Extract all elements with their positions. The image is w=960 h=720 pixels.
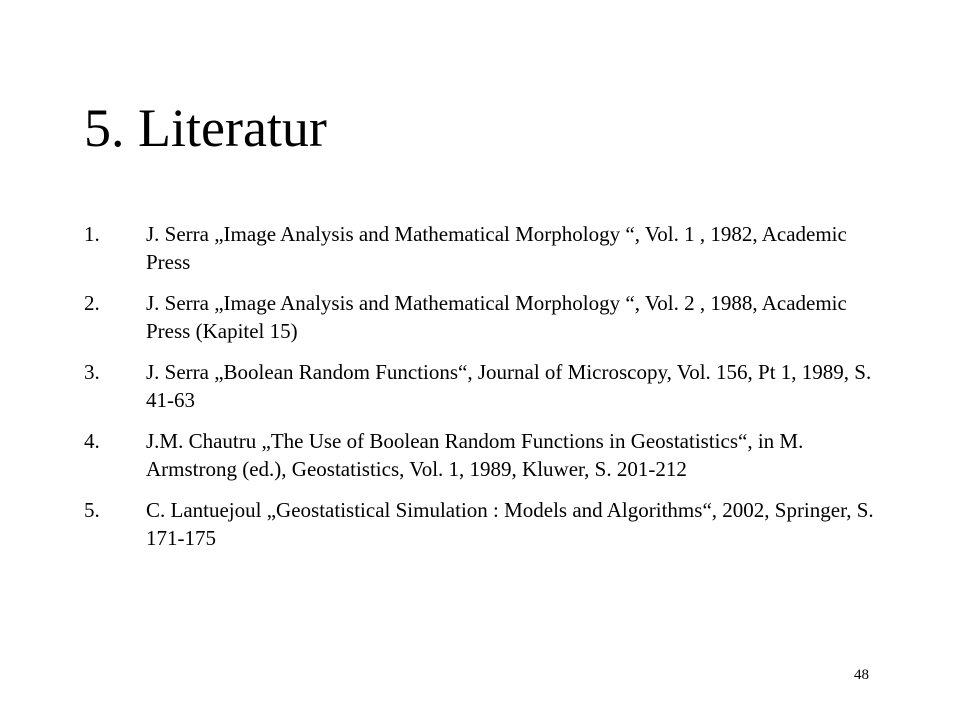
page-number: 48 xyxy=(854,667,869,683)
reference-text: J. Serra „Image Analysis and Mathematical Morphology “, Vol. 2 , 1988, Academic Press (Kapitel 15) xyxy=(146,291,847,343)
reference-item xyxy=(84,427,884,483)
reference-item xyxy=(84,358,884,414)
reference-item xyxy=(84,289,884,345)
reference-text: J.M. Chautru „The Use of Boolean Random Functions in Geostatistics“, in M. Armstrong (ed.), Geostatistics, Vol. 1, 1989, Kluwer, S. 201-212 xyxy=(146,429,804,481)
reference-number: 2. xyxy=(84,291,100,315)
reference-list xyxy=(84,220,884,565)
reference-text: J. Serra „Image Analysis and Mathematical Morphology “, Vol. 1 , 1982, Academic Press xyxy=(146,222,847,274)
reference-number: 1. xyxy=(84,222,100,246)
reference-text: J. Serra „Boolean Random Functions“, Journal of Microscopy, Vol. 156, Pt 1, 1989, S. 41-63 xyxy=(146,360,872,412)
reference-item xyxy=(84,496,884,552)
reference-number: 4. xyxy=(84,429,100,453)
reference-text: C. Lantuejoul „Geostatistical Simulation : Models and Algorithms“, 2002, Springer, S. 171-175 xyxy=(146,498,874,550)
slide-title: 5. Literatur xyxy=(84,98,327,158)
reference-number: 5. xyxy=(84,498,100,522)
reference-item xyxy=(84,220,884,276)
reference-number: 3. xyxy=(84,360,100,384)
